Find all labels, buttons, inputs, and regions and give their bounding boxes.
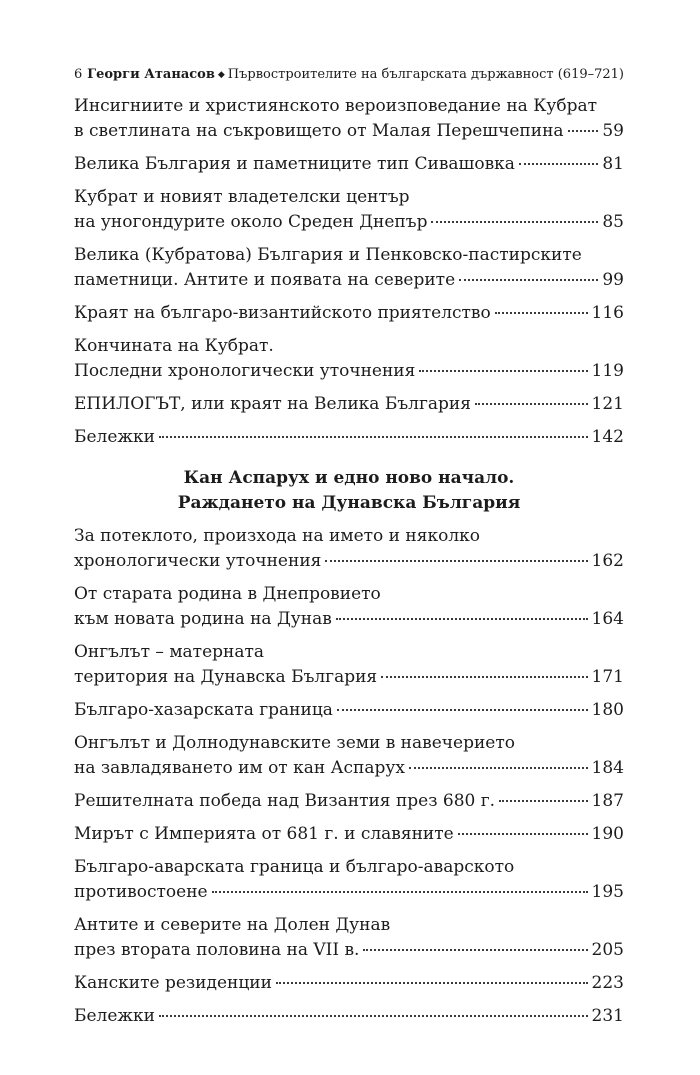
toc-entry-title-line: Бележки	[74, 1006, 156, 1026]
toc-entry-title-line: към новата родина на Дунав	[74, 609, 332, 629]
toc-page-number: 99	[602, 270, 624, 290]
toc-entry	[74, 789, 624, 814]
toc-entry	[74, 185, 624, 235]
toc-entry-last-line	[74, 549, 624, 574]
toc-entry	[74, 152, 624, 177]
toc-entry	[74, 582, 624, 632]
toc-entry-title-line: Канските резиденции	[74, 973, 272, 993]
toc-entry-title-line: Кубрат и новият владетелски център	[74, 187, 410, 207]
dot-leader	[495, 311, 588, 314]
toc-page-number: 195	[591, 882, 624, 902]
toc-entry	[74, 855, 624, 905]
dot-leader	[568, 129, 599, 132]
toc-entry-last-line	[74, 971, 624, 996]
toc-entry	[74, 392, 624, 417]
toc-page-number: 171	[591, 667, 624, 687]
header-author: Георги Атанасов	[87, 67, 215, 82]
toc-entry	[74, 425, 624, 450]
toc-entry-title-line: Велика България и паметниците тип Сивашовка	[74, 154, 515, 174]
header-book-title: Първостроителите на българската държавност (619–721)	[227, 67, 624, 82]
header-separator-icon: ◆	[217, 70, 225, 80]
toc-page-number: 180	[591, 700, 624, 720]
running-header	[74, 64, 624, 86]
toc-entry-title-line: За потеклото, произхода на името и няколко	[74, 526, 480, 546]
toc-page-number: 187	[591, 791, 624, 811]
toc-entry	[74, 640, 624, 690]
toc-entry-last-line	[74, 301, 624, 326]
toc-entry-last-line	[74, 789, 624, 814]
toc-page-number: 116	[591, 303, 624, 323]
dot-leader	[419, 369, 587, 372]
dot-leader	[431, 220, 598, 223]
dot-leader	[212, 890, 588, 893]
toc-entry-last-line	[74, 152, 624, 177]
dot-leader	[336, 617, 588, 620]
toc-entry-title-line: Бележки	[74, 427, 156, 447]
page-number: 6	[74, 67, 83, 82]
toc-part-1	[74, 94, 624, 450]
toc-entry-title-line: Краят на българо-византийското приятелство	[74, 303, 491, 323]
dot-leader	[159, 435, 588, 438]
toc-entry-title-line: Решителната победа над Византия през 680 г.	[74, 791, 496, 811]
toc-entry-title-line: Мирът с Империята от 681 г. и славяните	[74, 824, 454, 844]
toc-entry-title-line: Онгълът и Долнодунавските земи в навечерието	[74, 733, 515, 753]
toc-entry	[74, 243, 624, 293]
toc-entry-title-line: Инсигниите и християнското вероизповедание на Кубрат	[74, 96, 598, 116]
toc-page-number: 231	[591, 1006, 624, 1026]
dot-leader	[458, 832, 588, 835]
toc-page-number: 119	[591, 361, 624, 381]
toc-part-2	[74, 524, 624, 1029]
section-heading-line-2: Раждането на Дунавска България	[177, 493, 521, 513]
book-page	[74, 0, 624, 1075]
toc-entry-last-line	[74, 210, 624, 235]
dot-leader	[325, 559, 587, 562]
toc-entry-title-line: на уногондурите около Среден Днепър	[74, 212, 428, 232]
toc-entry-title-line: От старата родина в Днепровието	[74, 584, 381, 604]
toc-entry-title-line: Последни хронологически уточнения	[74, 361, 416, 381]
toc-entry	[74, 822, 624, 847]
toc-page-number: 205	[591, 940, 624, 960]
toc-entry-last-line	[74, 822, 624, 847]
section-heading	[74, 466, 624, 516]
toc-entry-title-line: Велика (Кубратова) България и Пенковско-пастирските	[74, 245, 582, 265]
toc-entry-last-line	[74, 665, 624, 690]
toc-entry-last-line	[74, 425, 624, 450]
toc-entry-title-line: на завладяването им от кан Аспарух	[74, 758, 405, 778]
dot-leader	[459, 278, 598, 281]
toc-entry-title-line: Кончината на Кубрат.	[74, 336, 274, 356]
toc-entry	[74, 971, 624, 996]
table-of-contents	[74, 94, 624, 1037]
section-heading-line-1: Кан Аспарух и едно ново начало.	[183, 468, 515, 488]
toc-entry-last-line	[74, 938, 624, 963]
toc-page-number: 121	[591, 394, 624, 414]
toc-entry-title-line: противостоене	[74, 882, 208, 902]
toc-page-number: 190	[591, 824, 624, 844]
toc-page-number: 184	[591, 758, 624, 778]
toc-page-number: 142	[591, 427, 624, 447]
dot-leader	[276, 981, 588, 984]
toc-entry-title-line: паметници. Антите и появата на северите	[74, 270, 456, 290]
toc-page-number: 85	[602, 212, 624, 232]
toc-entry	[74, 334, 624, 384]
toc-entry-last-line	[74, 268, 624, 293]
toc-entry-last-line	[74, 1004, 624, 1029]
running-title	[87, 64, 624, 86]
dot-leader	[381, 675, 587, 678]
toc-entry	[74, 1004, 624, 1029]
toc-entry-title-line: Българо-аварската граница и българо-аварското	[74, 857, 515, 877]
dot-leader	[519, 162, 598, 165]
toc-entry	[74, 524, 624, 574]
dot-leader	[475, 402, 588, 405]
dot-leader	[159, 1014, 588, 1017]
toc-entry-title-line: Онгълът – матерната	[74, 642, 265, 662]
toc-page-number: 59	[602, 121, 624, 141]
toc-entry-title-line: територия на Дунавска България	[74, 667, 378, 687]
toc-page-number: 164	[591, 609, 624, 629]
toc-page-number: 162	[591, 551, 624, 571]
toc-entry	[74, 913, 624, 963]
toc-entry-title-line: Българо-хазарската граница	[74, 700, 333, 720]
toc-page-number: 81	[602, 154, 624, 174]
toc-entry-title-line: хронологически уточнения	[74, 551, 322, 571]
toc-entry-last-line	[74, 880, 624, 905]
toc-entry-title-line: през втората половина на VII в.	[74, 940, 360, 960]
toc-entry-title-line: Антите и северите на Долен Дунав	[74, 915, 391, 935]
dot-leader	[499, 799, 587, 802]
toc-entry-last-line	[74, 698, 624, 723]
toc-entry	[74, 94, 624, 144]
toc-entry-last-line	[74, 359, 624, 384]
toc-entry	[74, 731, 624, 781]
dot-leader	[337, 708, 588, 711]
toc-entry-last-line	[74, 756, 624, 781]
toc-entry-title-line: в светлината на съкровището от Малая Перешчепина	[74, 121, 564, 141]
toc-entry-last-line	[74, 607, 624, 632]
toc-entry	[74, 698, 624, 723]
toc-entry-title-line: ЕПИЛОГЪТ, или краят на Велика България	[74, 394, 471, 414]
dot-leader	[409, 766, 588, 769]
toc-entry	[74, 301, 624, 326]
toc-page-number: 223	[591, 973, 624, 993]
toc-entry-last-line	[74, 392, 624, 417]
dot-leader	[363, 948, 587, 951]
toc-entry-last-line	[74, 119, 624, 144]
